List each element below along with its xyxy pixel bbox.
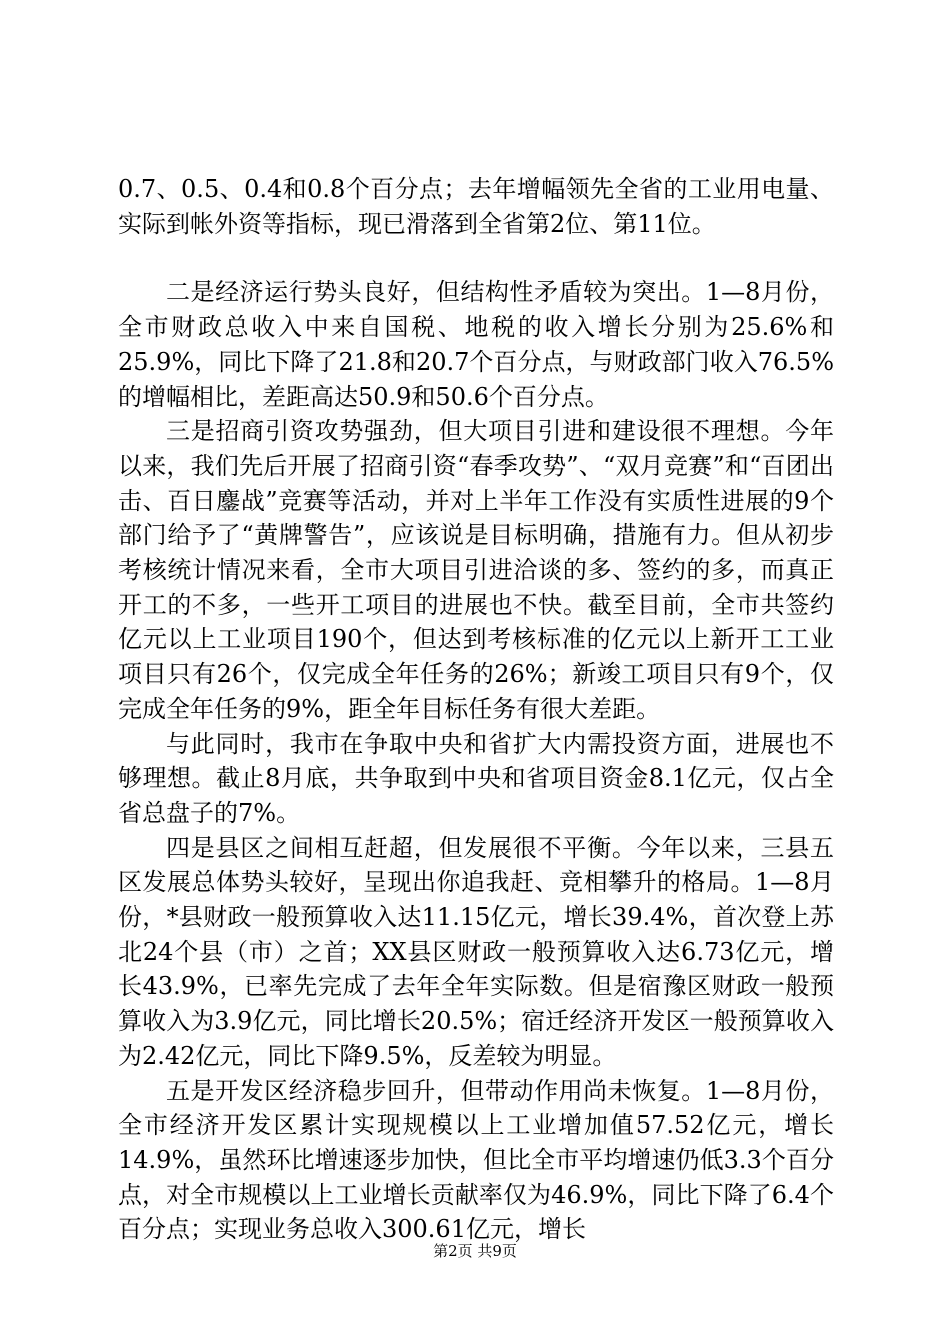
paragraph-investment-attraction: 三是招商引资攻势强劲，但大项目引进和建设很不理想。今年以来，我们先后开展了招商引资“春季攻势”、“双月竞赛”和“百团出击、百日鏖战”竞赛等活动，并对上半年工作没有实质性进展的9个部门给予了“黄牌警告”，应该说是目标明确，措施有力。但从初步考核统计情况来看，全市大项目引进洽谈的多、签约的多，而真正开工的不多，一些开工项目的进展也不快。截至目前，全市共签约亿元以上工业项目190个，但达到考核标准的亿元以上新开工工业项目只有26个，仅完成全年任务的26%；新竣工项目只有9个，仅完成全年任务的9%，距全年目标任务有很大差距。 — [118, 417, 834, 723]
document-body — [118, 172, 834, 1247]
paragraph-central-funding: 与此同时，我市在争取中央和省扩大内需投资方面，进展也不够理想。截止8月底，共争取到中央和省项目资金8.1亿元，仅占全省总盘子的7%。 — [118, 729, 834, 827]
page-footer — [0, 1241, 950, 1261]
paragraph-development-zone: 五是开发区经济稳步回升，但带动作用尚未恢复。1—8月份，全市经济开发区累计实现规模以上工业增加值57.52亿元，增长14.9%，虽然环比增速逐步加快，但比全市平均增速仍低3.3个百分点，对全市规模以上工业增长贡献率仅为46.9%，同比下降了6.4个百分点；实现业务总收入300.61亿元，增长 — [118, 1076, 834, 1244]
paragraph-continuation: 0.7、0.5、0.4和0.8个百分点；去年增幅领先全省的工业用电量、实际到帐外资等指标，现已滑落到全省第2位、第11位。 — [118, 175, 834, 238]
paragraph-economic-operation: 二是经济运行势头良好，但结构性矛盾较为突出。1—8月份，全市财政总收入中来自国税、地税的收入增长分别为25.6%和25.9%，同比下降了21.8和20.7个百分点，与财政部门收入76.5%的增幅相比，差距高达50.9和50.6个百分点。 — [118, 278, 834, 411]
page-number: 第2页 共9页 — [433, 1242, 517, 1260]
paragraph-county-districts: 四是县区之间相互赶超，但发展很不平衡。今年以来，三县五区发展总体势头较好，呈现出你追我赶、竞相攀升的格局。1—8月份，*县财政一般预算收入达11.15亿元，增长39.4%，首次登上苏北24个县（市）之首；XX县区财政一般预算收入达6.73亿元，增长43.9%，已率先完成了去年全年实际数。但是宿豫区财政一般预算收入为3.9亿元，同比增长20.5%；宿迁经济开发区一般预算收入为2.42亿元，同比下降9.5%，反差较为明显。 — [118, 833, 834, 1070]
